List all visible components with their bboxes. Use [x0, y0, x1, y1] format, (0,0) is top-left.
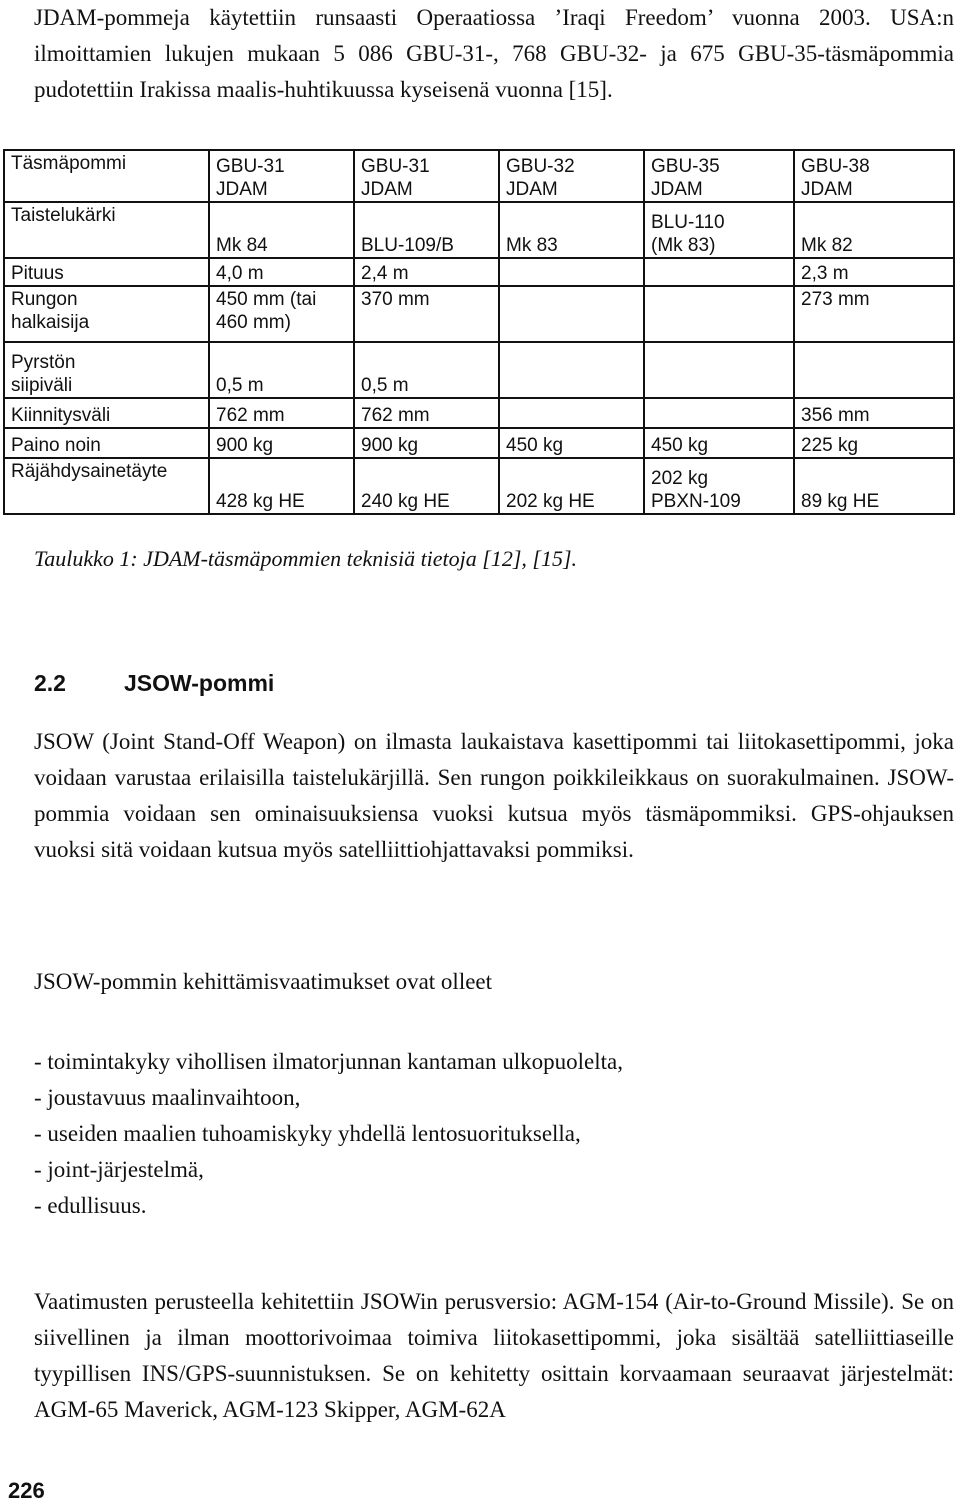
table-cell: GBU-35 JDAM: [644, 150, 794, 202]
table-cell: 762 mm: [209, 398, 354, 428]
table-cell: 225 kg: [794, 428, 954, 458]
table-cell: Mk 82: [794, 202, 954, 258]
table-cell: 356 mm: [794, 398, 954, 428]
table-row-diameter: [4, 286, 954, 342]
table-cell: [644, 258, 794, 286]
table-row-header: [4, 150, 954, 202]
table-row-weight: [4, 428, 954, 458]
paragraph-requirements-lead: JSOW-pommin kehittämisvaatimukset ovat olleet: [34, 969, 493, 994]
row-label-warhead: Taistelukärki: [4, 202, 209, 258]
row-label-tailspan: Pyrstön siipiväli: [4, 342, 209, 398]
paragraph-agm154: Vaatimusten perusteella kehitettiin JSOWin perusversio: AGM-154 (Air-to-Ground Missile). Se on siivellinen ja ilman moottorivoimaa toimiva liitokasettipommi, joka sisältää satelliittiaseille tyypillisen INS/GPS-suunnistuksen. Se on kehitetty osittain korvaamaan seuraavat järjestelmät: AGM-65 Maverick, AGM-123 Skipper, AGM-62A: [34, 1289, 954, 1422]
table-cell: [499, 342, 644, 398]
table-cell: [499, 398, 644, 428]
table-cell: BLU-109/B: [354, 202, 499, 258]
table-cell: GBU-31 JDAM: [354, 150, 499, 202]
row-label-diameter: Rungon halkaisija: [4, 286, 209, 342]
table-cell: 428 kg HE: [209, 458, 354, 514]
requirements-list: [34, 1044, 623, 1224]
list-item: - useiden maalien tuhoamiskyky yhdellä lentosuorituksella,: [34, 1121, 581, 1146]
row-label-weight: Paino noin: [4, 428, 209, 458]
table-cell: 2,3 m: [794, 258, 954, 286]
table-cell: 240 kg HE: [354, 458, 499, 514]
table-cell: 0,5 m: [354, 342, 499, 398]
row-label-bomb: Täsmäpommi: [4, 150, 209, 202]
table-row-filler: [4, 458, 954, 514]
table-cell: 450 kg: [644, 428, 794, 458]
list-item: - edullisuus.: [34, 1193, 147, 1218]
jdam-spec-table: [3, 149, 955, 515]
table-cell: 900 kg: [209, 428, 354, 458]
table-cell: Mk 84: [209, 202, 354, 258]
table-cell: BLU-110 (Mk 83): [644, 202, 794, 258]
table-cell: [644, 398, 794, 428]
intro-paragraph: JDAM-pommeja käytettiin runsaasti Operaatiossa ’Iraqi Freedom’ vuonna 2003. USA:n ilmoittamien lukujen mukaan 5 086 GBU-31-, 768 GBU-32- ja 675 GBU-35-täsmäpommia pudotettiin Irakissa maalis-huhtikuussa kyseisenä vuonna [15].: [34, 5, 954, 102]
table-cell: Mk 83: [499, 202, 644, 258]
paragraph-jsow-intro: JSOW (Joint Stand-Off Weapon) on ilmasta laukaistava kasettipommi tai liitokasettipommi, joka voidaan varustaa erilaisilla taistelukärjillä. Sen rungon poikkileikkaus on suorakulmainen. JSOW-pommia voidaan sen ominaisuuksiensa vuoksi kutsua myös täsmäpommiksi. GPS-ohjauksen vuoksi sitä voidaan kutsua myös satelliittiohjattavaksi pommiksi.: [34, 729, 954, 862]
table-cell: 89 kg HE: [794, 458, 954, 514]
table-cell: [794, 342, 954, 398]
section-heading: [34, 670, 274, 697]
page-number: 226: [8, 1478, 45, 1503]
list-item: - toimintakyky vihollisen ilmatorjunnan kantaman ulkopuolelta,: [34, 1049, 623, 1074]
table-row-warhead: [4, 202, 954, 258]
table-row-tailspan: [4, 342, 954, 398]
row-label-length: Pituus: [4, 258, 209, 286]
table-cell: [644, 342, 794, 398]
table-row-mount: [4, 398, 954, 428]
table-cell: 900 kg: [354, 428, 499, 458]
table-caption: Taulukko 1: JDAM-täsmäpommien teknisiä tietoja [12], [15].: [34, 546, 578, 571]
table-row-length: [4, 258, 954, 286]
row-label-filler: Räjähdysainetäyte: [4, 458, 209, 514]
table-cell: 450 mm (tai 460 mm): [209, 286, 354, 342]
table-cell: [499, 286, 644, 342]
section-title: JSOW-pommi: [124, 670, 275, 696]
row-label-mount: Kiinnitysväli: [4, 398, 209, 428]
table-cell: GBU-32 JDAM: [499, 150, 644, 202]
list-item: - joint-järjestelmä,: [34, 1157, 204, 1182]
table-cell: 202 kg HE: [499, 458, 644, 514]
table-cell: 370 mm: [354, 286, 499, 342]
table-cell: 202 kg PBXN-109: [644, 458, 794, 514]
table-cell: [499, 258, 644, 286]
table-cell: GBU-31 JDAM: [209, 150, 354, 202]
table-cell: 0,5 m: [209, 342, 354, 398]
section-number: 2.2: [34, 670, 66, 696]
table-cell: GBU-38 JDAM: [794, 150, 954, 202]
table-cell: [644, 286, 794, 342]
table-cell: 762 mm: [354, 398, 499, 428]
table-cell: 4,0 m: [209, 258, 354, 286]
table-cell: 2,4 m: [354, 258, 499, 286]
list-item: - joustavuus maalinvaihtoon,: [34, 1085, 301, 1110]
table-cell: 450 kg: [499, 428, 644, 458]
table-cell: 273 mm: [794, 286, 954, 342]
